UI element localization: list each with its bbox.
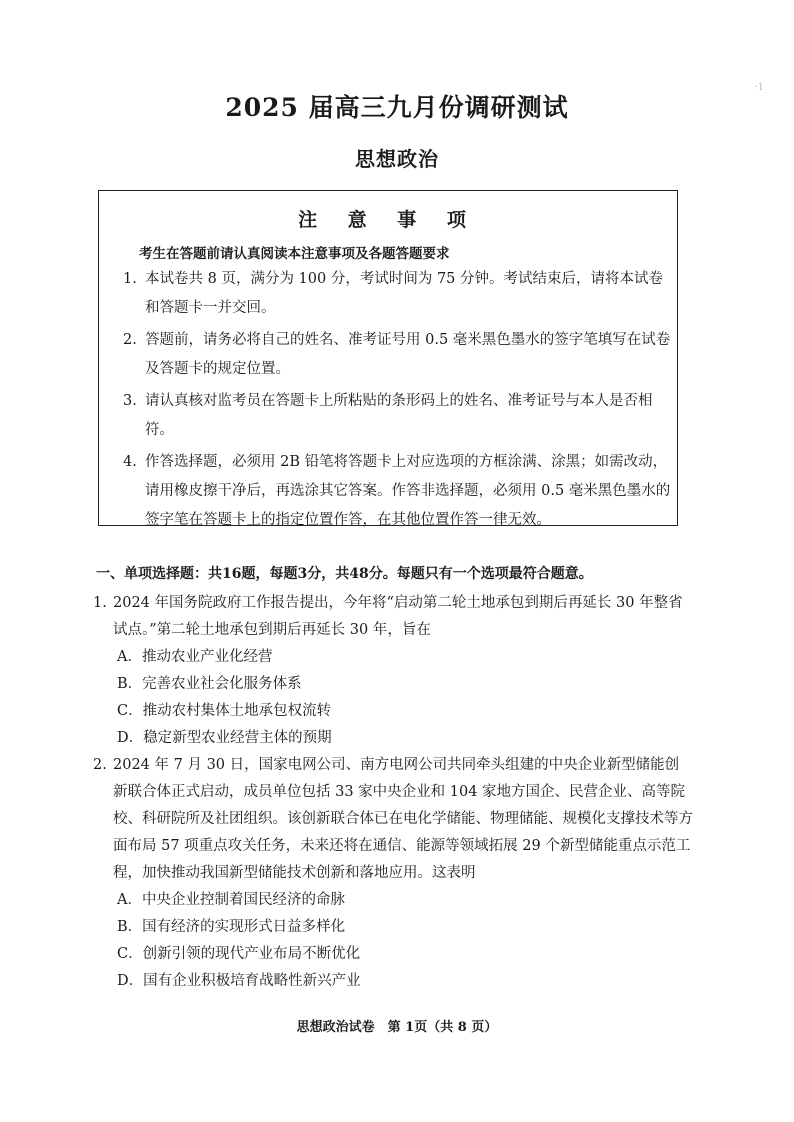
question-2 (93, 752, 693, 995)
subject-title: 思想政治 (355, 147, 439, 171)
option-c[interactable]: C．推动农村集体土地承包权流转 (117, 703, 332, 719)
notice-item-text: 本试卷共 8 页，满分为 100 分，考试时间为 75 分钟。考试结束后，请将本试卷和答题卡一并交回。 (145, 271, 664, 316)
notice-item-text: 答题前，请务必将自己的姓名、准考证号用 0.5 毫米黑色墨水的签字笔填写在试卷及答题卡的规定位置。 (145, 332, 671, 377)
notice-item-number: 1. (123, 271, 137, 287)
option-c[interactable]: C．创新引领的现代产业布局不断优化 (117, 946, 361, 962)
option-a[interactable]: A．推动农业产业化经营 (117, 649, 273, 665)
corner-mark: ·1 (754, 82, 764, 93)
notice-item (119, 326, 671, 384)
notice-item (119, 448, 671, 535)
notice-item (119, 265, 671, 323)
option-d[interactable]: D．国有企业积极培育战略性新兴产业 (117, 973, 361, 989)
option-d[interactable]: D．稳定新型农业经营主体的预期 (117, 730, 332, 746)
notice-item-number: 4. (123, 454, 137, 470)
section-heading: 一、单项选择题：共16题，每题3分，共48分。每题只有一个选项最符合题意。 (96, 566, 593, 582)
notice-box (98, 190, 678, 526)
option-b[interactable]: B．国有经济的实现形式日益多样化 (117, 919, 346, 935)
page-footer: 思想政治试卷 第 1页（共 8 页） (296, 1020, 498, 1035)
notice-item-number: 3. (123, 393, 137, 409)
notice-intro: 考生在答题前请认真阅读本注意事项及各题答题要求 (139, 246, 450, 262)
notice-item-number: 2. (123, 332, 137, 348)
question-1 (93, 590, 693, 752)
notice-item (119, 387, 671, 445)
question-number: 2. (93, 757, 107, 773)
question-stem: 2024 年国务院政府工作报告提出，今年将“启动第二轮土地承包到期后再延长 30 年整省试点。”第二轮土地承包到期后再延长 30 年，旨在 (113, 595, 683, 638)
notice-heading: 注 意 事 项 (298, 209, 478, 231)
notice-item-text: 请认真核对监考员在答题卡上所粘贴的条形码上的姓名、准考证号与本人是否相符。 (145, 393, 653, 438)
exam-title: 2025 届高三九月份调研测试 (225, 93, 569, 122)
question-stem: 2024 年 7 月 30 日，国家电网公司、南方电网公司共同牵头组建的中央企业新型储能创新联合体正式启动，成员单位包括 33 家中央企业和 104 家地方国企、民营企业、高等院校、科研院所及社团组织。该创新联合体已在电化学储能、物理储能、规模化支撑技术等方面布局 57 项重点攻关任务，未来还将在通信、能源等领域拓展 29 个新型储能重点示范工程，加快推动我国新型储能技术创新和落地应用。这表明 (113, 757, 693, 881)
notice-list (119, 265, 671, 538)
option-b[interactable]: B．完善农业社会化服务体系 (117, 676, 302, 692)
notice-item-text: 作答选择题，必须用 2B 铅笔将答题卡上对应选项的方框涂满、涂黑；如需改动，请用橡皮擦干净后，再选涂其它答案。作答非选择题，必须用 0.5 毫米黑色墨水的签字笔在答题卡上的指定位置作答，在其他位置作答一律无效。 (145, 454, 671, 528)
question-number: 1. (93, 595, 107, 611)
option-a[interactable]: A．中央企业控制着国民经济的命脉 (117, 892, 345, 908)
